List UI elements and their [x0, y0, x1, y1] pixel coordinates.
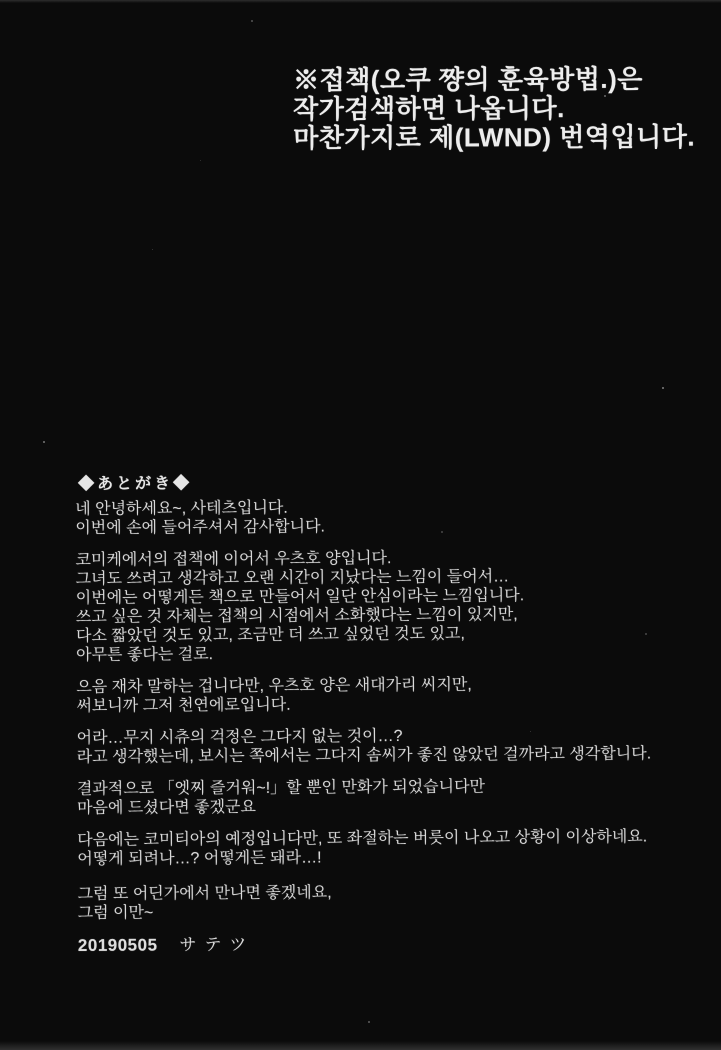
afterword-title: ◆あとがき◆ — [78, 475, 193, 493]
translator-note — [293, 65, 695, 153]
afterword-line: 다소 짧았던 것도 있고, 조금만 더 쓰고 싶었던 것도 있고, — [75, 625, 465, 645]
afterword-line: 쓰고 싶은 것 자체는 접책의 시점에서 소화했다는 느낌이 있지만, — [75, 606, 518, 626]
scan-edge-bottom — [0, 1041, 721, 1050]
afterword-line: 다음에는 코미티아의 예정입니다만, 또 좌절하는 버릇이 나오고 상황이 이상하네요. — [77, 828, 648, 849]
afterword-line: 으음 재차 말하는 겁니다만, 우츠호 양은 새대가리 씨지만, — [76, 676, 472, 696]
afterword-paragraph — [77, 725, 652, 767]
afterword-line: 결과적으로 「엣찌 즐거워~!」할 뿐인 만화가 되었습니다만 — [76, 778, 486, 798]
afterword-line: 그녀도 쓰려고 생각하고 오랜 시간이 지났다는 느낌이 들어서… — [75, 568, 510, 588]
afterword-line: 아무튼 좋다는 걸로. — [76, 646, 214, 664]
translator-note-line: 작가검색하면 나옵니다. — [293, 93, 565, 124]
afterword-line: 라고 생각했는데, 보시는 쪽에서는 그다지 솜씨가 좋진 않았던 걸까라고 생각합니다. — [76, 745, 652, 766]
dust-speck — [251, 20, 253, 22]
translator-note-line: ※접책(오쿠 쨩의 훈육방법.)은 — [292, 63, 643, 95]
signature — [78, 932, 653, 956]
afterword — [75, 471, 652, 955]
dust-speck — [200, 160, 201, 161]
afterword-line: 이번에 손에 들어주셔서 감사합니다. — [75, 518, 325, 537]
afterword-paragraph — [78, 881, 653, 923]
dust-speck — [152, 249, 153, 250]
afterword-paragraph — [76, 674, 651, 716]
afterword-line: 그럼 또 어딘가에서 만나면 좋겠네요, — [77, 884, 332, 903]
dust-speck — [368, 1021, 370, 1023]
signature-name: サテツ — [179, 934, 255, 955]
dust-speck — [662, 387, 664, 389]
afterword-line: 어라…무지 시츄의 걱정은 그다지 없는 것이…? — [76, 728, 403, 747]
afterword-line: 어떻게 되려나…? 어떻게든 돼라…! — [77, 849, 322, 868]
afterword-line: 써보니까 그저 천연에로입니다. — [76, 696, 291, 715]
scan-edge-top — [0, 0, 721, 3]
afterword-paragraph — [77, 827, 652, 869]
afterword-line: 코미케에서의 접책에 이어서 우츠호 양입니다. — [75, 550, 392, 569]
afterword-line: 네 안녕하세요~, 사테츠입니다. — [75, 499, 288, 518]
afterword-paragraph — [75, 547, 650, 665]
afterword-line: 그럼 이만~ — [77, 904, 154, 922]
afterword-line: 이번에는 어떻게든 책으로 만들어서 일단 안심이라는 느낌입니다. — [75, 587, 525, 607]
afterword-paragraph — [77, 776, 652, 818]
afterword-line: 마음에 드셨다면 좋겠군요 — [76, 798, 257, 817]
translator-note-line: 마찬가지로 제(LWND) 번역입니다. — [293, 121, 696, 153]
signature-date: 20190505 — [77, 935, 158, 955]
afterword-paragraph — [75, 496, 650, 538]
dust-speck — [43, 441, 45, 443]
